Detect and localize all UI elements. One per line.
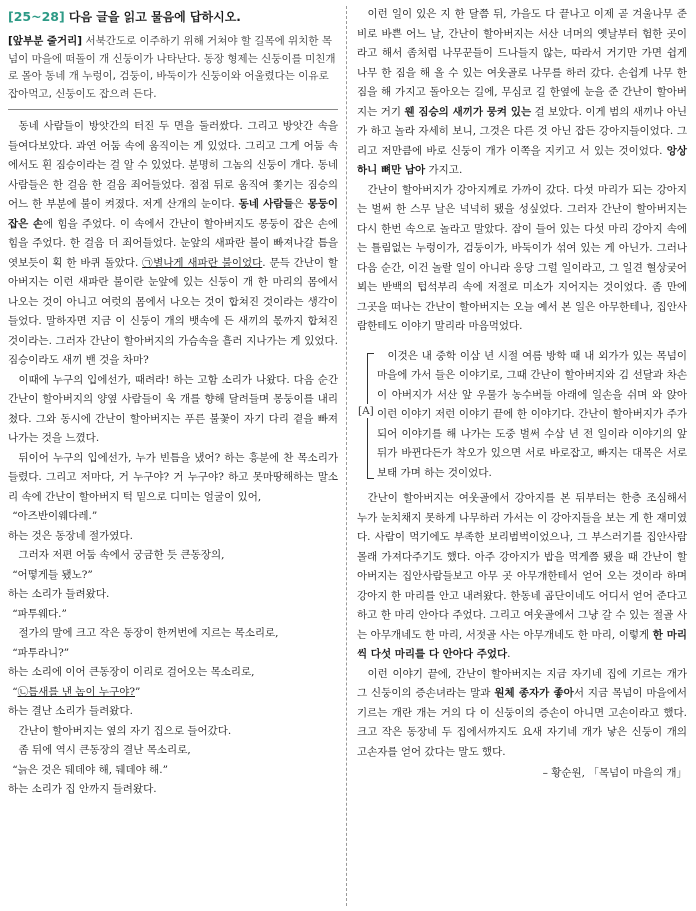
text-segment: 그러자 저편 어둠 속에서 궁금한 듯 큰동장의, (18, 549, 225, 562)
text-segment: 가지고. (425, 164, 463, 176)
paragraph (357, 181, 687, 337)
paragraph (8, 780, 338, 800)
paragraph (357, 665, 687, 763)
question-number: [25~28] (8, 9, 65, 24)
paragraph (8, 449, 338, 508)
column-divider (346, 6, 347, 906)
paragraph (357, 5, 687, 181)
summary-text: 서북간도로 이주하기 위해 거쳐야 할 길목에 위치한 목넘이 마을에 떠돌이 개 신둥이가 나타난다. 동장 형제는 신둥이를 미친개로 몰아 동네 개 누렁이, 검둥이, 바둑이가 신둥이와 어울렸다는 이유로 잡아먹고, 신둥이도 잡으려 든다. (8, 35, 336, 100)
paragraph (8, 527, 338, 547)
paragraph (8, 683, 338, 703)
plot-summary (8, 33, 338, 110)
story-text-left (8, 117, 338, 800)
text-segment: 간난이 할아버지는 옆의 자기 집으로 들어갔다. (18, 724, 232, 737)
text-segment: 동네 사람들이 방앗간의 터진 두 면을 둘러쌌다. 그리고 방앗간 속을 들여다보았다. 과연 어둠 속에 움직이는 게 있었다. 그리고 그게 어둠 속에서도 흰 짐승이라는 걸 알 수 있었다. 분명히 그놈의 신둥이 개다. 동네 사람들은 한 걸음 한 걸음 죄어들었다. 점점 뒤로 움직여 쫓기는 짐승의 어느 한 부분에 불이 켜졌다. 저게 산개의 눈이다. (8, 120, 338, 211)
text-segment: “늙은 것은 뒈데야 해, 뒈데야 해.” (12, 763, 169, 776)
text-segment: 하는 소리에 이어 큰동장이 이리로 걸어오는 목소리로, (8, 666, 255, 679)
text-segment: 이런 일이 있은 지 한 달쯤 뒤, 가을도 다 끝나고 이제 곧 겨울나무 준비로 바쁜 어느 날, 간난이 할아버지는 서산 너머의 옛날부터 험한 곳이라고 해서 좀처럼 나무꾼들이 드나들지 않는, 따라서 거기만 가면 쉽게 나무 한 짐을 해 올 수 있는 여웃골로 나무를 하러 갔다. 손쉽게 나무 한 짐을 해 가지고 돌아오는 길에, 무심코 길 한옆에 눈을 준 간난이 할아버지는 거기 (357, 8, 687, 118)
text-segment: “아즈반이웨다레.” (12, 510, 98, 523)
right-column (357, 0, 687, 780)
bold-phrase: 한 마리씩 다섯 마리를 다 안아다 주었다 (357, 628, 687, 660)
text-segment: “어떻게들 됐노?” (12, 568, 93, 581)
question-header (8, 8, 338, 25)
bracket-label: [A] (358, 404, 374, 417)
paragraph (8, 722, 338, 742)
underlined-phrase: ㉡틈새를 낸 놈이 누구야? (17, 685, 135, 698)
text-segment: 좀 뒤에 역시 큰동장의 결난 목소리로, (18, 744, 191, 757)
paragraph (8, 761, 338, 781)
bracket-text: 이것은 내 중학 이삼 년 시절 여름 방학 때 내 외가가 있는 목넘이 마을에 가서 들은 이야기로, 그때 간난이 할아버지와 김 선달과 차손이 아버지가 서산 앞 우물가 농수버들 아래에 일손을 쉬며 와 앉아 이런 이야기 저런 이야기 끝에 한 이야기다. 간난이 할아버지가 주가 되어 이야기를 해 나가는 도중 벌써 수삼 년 전 일이라 이야기의 앞뒤가 바뀐다든가 착오가 있으면 서로 바로잡고, 빠지는 대목은 서로 보태 가며 하는 것이었다. (377, 349, 687, 479)
text-segment: . (507, 648, 511, 660)
text-segment: 절가의 말에 크고 작은 동장이 한꺼번에 지르는 목소리로, (18, 627, 279, 640)
paragraph (8, 566, 338, 586)
paragraph (8, 546, 338, 566)
paragraph (8, 371, 338, 449)
paragraph (8, 507, 338, 527)
paragraph (8, 702, 338, 722)
text-segment: 서 지금 목넘이 마을에서 기르는 개란 개는 거의 다 이 신둥이의 증손이 아니면 고손이라고 했다. 크고 작은 동장네 두 집에서까지도 요새 자기네 개가 낳은 신둥이 개의 고손자를 얻어 갔다는 말도 했다. (357, 687, 687, 758)
text-segment: 이때에 누구의 입에선가, 때려라! 하는 고함 소리가 나왔다. 다음 순간 간난이 할아버지의 양옆 사람들이 욱 개를 향해 달려들며 몽둥이를 내리쳤다. 그와 동시에 간난이 할아버지는 푸른 불꽃이 자기 다리 곁을 빠져나가는 것을 느꼈다. (8, 373, 338, 445)
paragraph (8, 663, 338, 683)
paragraph (8, 605, 338, 625)
paragraph (357, 489, 687, 665)
text-segment: 하는 소리가 집 안까지 들려왔다. (8, 783, 157, 796)
paragraph (8, 117, 338, 371)
text-segment: 은 (293, 198, 308, 211)
text-segment: ” (135, 685, 141, 698)
bold-phrase: 앙상하니 뼈만 남아 (357, 144, 687, 176)
text-segment: “파투라니?” (12, 646, 70, 659)
text-segment: “ (12, 685, 18, 698)
bold-phrase: 몽둥이 잡은 손 (8, 198, 339, 230)
paragraph (8, 585, 338, 605)
citation: – 황순원, 「목넘이 마을의 개」 (542, 767, 687, 779)
text-segment: 간난이 할아버지는 여웃골에서 강아지를 본 뒤부터는 한층 조심해서 누가 눈치채지 못하게 나무하러 가서는 이 강아지들을 보는 게 한 재미였다. 사람이 먹기에도 부족한 보리범벅이었으나, 그 부스러기를 집안사람 몰래 가져다주기도 했다. 아주 강아지가 밥을 먹게쯤 됐을 때 간난이 할아버지는 집안사람들보고 아무 곳 아무개한테서 얻어 오는 것이라 하며 강아지 한 마리를 안고 내려왔다. 한동네 곱단이네도 어디서 얻어 준다고 하고 한 마리 안아다 주었다. 그리고 여웃골에서 그냥 갈 수 있는 절골 사는 아무개네도 한 마리, 서젓골 사는 아무개네도 한 마리, 이렇게 (357, 492, 687, 641)
text-segment: 하는 소리가 들려왔다. (8, 588, 110, 601)
question-instruction: 다음 글을 읽고 물음에 답하시오. (68, 10, 241, 24)
bold-phrase: 원체 종자가 좋아 (494, 687, 574, 699)
story-text-right-top (357, 5, 687, 337)
text-segment: . 문득 간난이 할아버지는 이런 새파란 불이란 눈앞에 있는 신둥이 개 한 마리의 몸에서 나오는 것이 아니고 여럿의 몸에서 나오는 것이 합쳐진 것이라는 생각이 들었다. 말하자면 지금 이 신둥이 개의 뱃속에 든 새끼의 몫까지 합쳐진 것이라는. 그러자 간난이 할아버지의 가슴속을 흘러 지나가는 게 있었다. 짐승이라도 새끼 밴 것을 차마? (8, 256, 338, 367)
underlined-phrase: ㉠별나게 새파란 불이었다 (142, 256, 263, 269)
bold-phrase: 웬 짐승의 새끼가 뭉켜 있는 (404, 105, 532, 118)
summary-tag: [앞부분 줄거리] (8, 35, 83, 47)
text-segment: 하는 결난 소리가 들려왔다. (8, 705, 133, 718)
text-segment: 에 힘을 주었다. 이 속에서 간난이 할아버지도 몽둥이 잡은 손에 힘을 주었다. 한 걸음 더 죄어들었다. 눈앞의 새파란 불이 빠져나갈 틈을 엿보듯이 획 한 바퀴 돌았다. (8, 217, 338, 269)
text-segment: 이런 이야기 끝에, 간난이 할아버지는 지금 자기네 집에 기르는 개가 그 신둥이의 증손녀라는 말과 (357, 667, 687, 699)
bold-phrase: 동네 사람들 (238, 198, 294, 211)
bracket-section-a (357, 347, 687, 484)
text-segment: 걸 보았다. 이게 범의 새끼나 아닌가 하고 놀라 자세히 보니, 그것은 다른 것 아닌 잡든 강아지들이었다. 그리고 저만큼에 바로 신둥이 개가 이쪽을 지키고 서 있는 것이었다. (357, 105, 687, 157)
story-text-right-bottom (357, 489, 687, 762)
left-column (8, 0, 338, 800)
paragraph (8, 624, 338, 644)
text-segment: 뒤이어 누구의 입에선가, 누가 빈틈을 냈어? 하는 흥분에 찬 목소리가 들렸다. 그리고 저마다, 거 누구야? 거 누구야? 하고 못마땅해하는 말소리 속에 간난이 할아버지 턱 밑으로 디미는 얼굴이 있어, (8, 451, 338, 503)
text-segment: “파투웨다.” (12, 607, 67, 620)
paragraph (8, 741, 338, 761)
text-segment: 하는 것은 동장네 절가였다. (8, 529, 133, 542)
text-segment: 간난이 할아버지가 강아지께로 가까이 갔다. 다섯 마리가 되는 강아지는 벌써 한 스무 날은 넉넉히 됐을 성싶었다. 그러자 간난이 할아버지는 다시 한번 속으로 놀라고 말았다. 잠이 들어 있는 다섯 마리 강아지 속에는 틀림없는 누렁이가, 검둥이가, 바둑이가 섞여 있는 게 아닌가. 그러나 다음 순간, 이건 놀랄 일이 아니라 응당 그럴 일이라고, 그 일견 혈상궂어 뵈는 반백의 텁석부리 속에 저절로 미소가 지어지는 것이었다. 좀 만에 그곳을 떠나는 간난이 할아버지는 오늘 예서 본 일은 아무한테나, 집안사람한테도 이야기 말리라 마음먹었다. (357, 183, 687, 332)
paragraph (8, 644, 338, 664)
